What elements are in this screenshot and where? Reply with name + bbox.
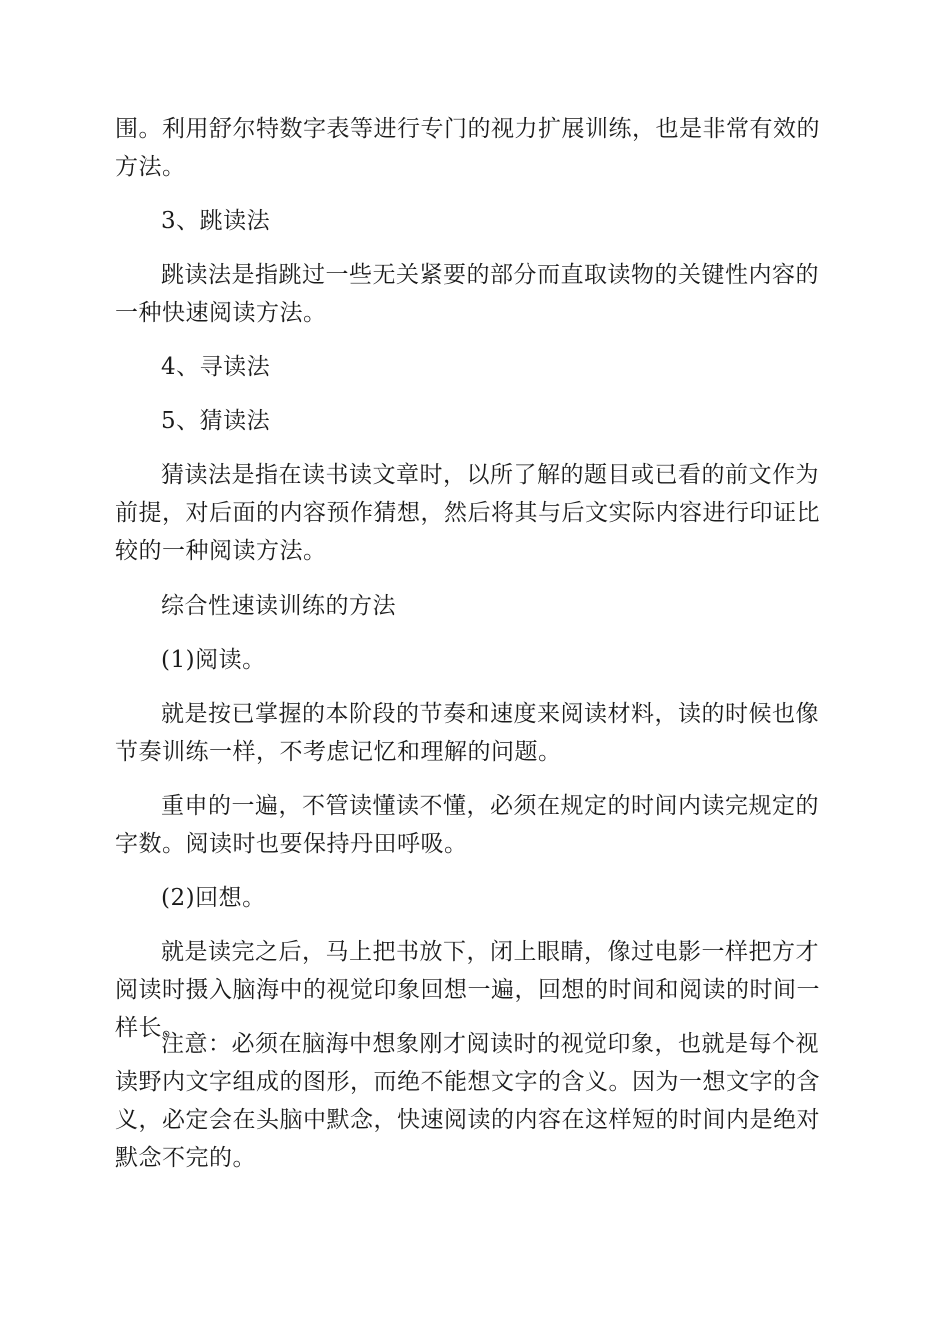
paragraph-step-read: 就是按已掌握的本阶段的节奏和速度来阅读材料，读的时候也像节奏训练一样，不考虑记忆和理解的问题。 (115, 701, 819, 765)
heading-search-reading: 4、寻读法 (161, 354, 271, 380)
paragraph-guess-reading: 猜读法是指在读书读文章时，以所了解的题目或已看的前文作为前提，对后面的内容预作猜想，然后将其与后文实际内容进行印证比较的一种阅读方法。 (115, 462, 820, 564)
heading-comprehensive-training: 综合性速读训练的方法 (161, 593, 396, 619)
paragraph-skip-reading: 跳读法是指跳过一些无关紧要的部分而直取读物的关键性内容的一种快速阅读方法。 (115, 262, 819, 326)
paragraph-step-recall: 就是读完之后，马上把书放下，闭上眼睛，像过电影一样把方才阅读时摄入脑海中的视觉印象回想一遍，回想的时间和阅读的时间一样长。 (115, 939, 820, 1041)
heading-step-recall: (2)回想。 (161, 885, 266, 911)
paragraph-continuation: 围。利用舒尔特数字表等进行专门的视力扩展训练，也是非常有效的方法。 (115, 116, 820, 180)
heading-step-read: (1)阅读。 (161, 647, 266, 673)
heading-skip-reading: 3、跳读法 (161, 208, 271, 234)
paragraph-note: 注意：必须在脑海中想象刚才阅读时的视觉印象，也就是每个视读野内文字组成的图形，而绝不能想文字的含义。因为一想文字的含义，必定会在头脑中默念，快速阅读的内容在这样短的时间内是绝对默念不完的。 (115, 1031, 820, 1171)
heading-guess-reading: 5、猜读法 (161, 408, 271, 434)
paragraph-reiterate: 重申的一遍，不管读懂读不懂，必须在规定的时间内读完规定的字数。阅读时也要保持丹田呼吸。 (115, 793, 819, 857)
